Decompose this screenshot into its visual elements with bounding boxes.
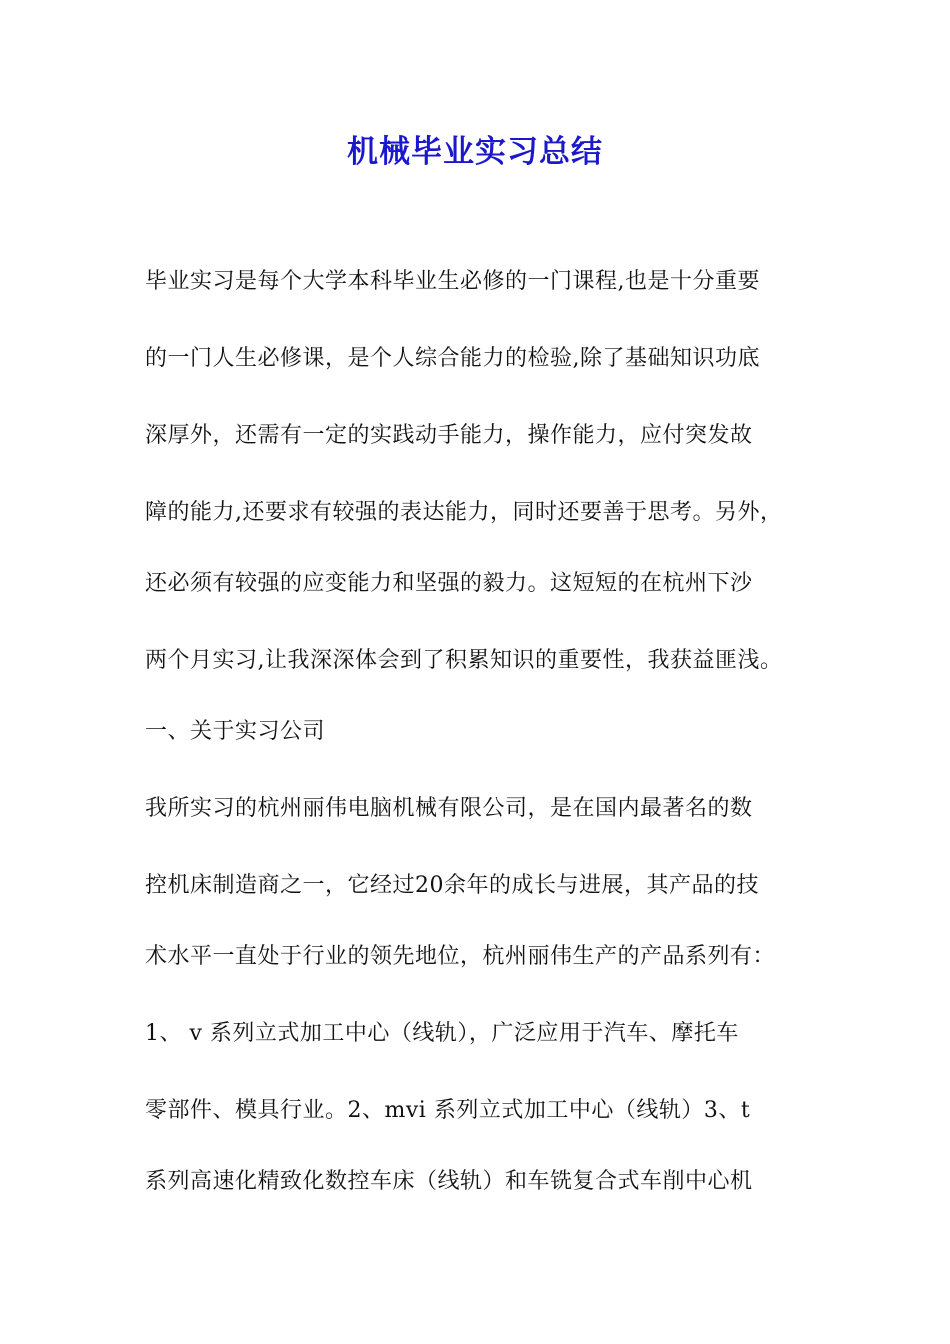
section-heading: 一、关于实习公司 <box>145 719 326 744</box>
paragraph-line: 我所实习的杭州丽伟电脑机械有限公司，是在国内最著名的数 <box>145 796 753 821</box>
paragraph-line: 控机床制造商之一，它经过20余年的成长与进展，其产品的技 <box>145 873 759 898</box>
paragraph-line: 1、 v 系列立式加工中心（线轨），广泛应用于汽车、摩托车 <box>145 1021 739 1046</box>
paragraph-line: 的一门人生必修课，是个人综合能力的检验,除了基础知识功底 <box>145 346 760 371</box>
paragraph-line: 深厚外，还需有一定的实践动手能力，操作能力，应付突发故 <box>145 423 753 448</box>
document-title: 机械毕业实习总结 <box>347 134 603 170</box>
paragraph-line: 两个月实习,让我深深体会到了积累知识的重要性，我获益匪浅。 <box>145 648 783 673</box>
paragraph-line: 障的能力,还要求有较强的表达能力，同时还要善于思考。另外， <box>145 500 783 525</box>
paragraph-line: 术水平一直处于行业的领先地位，杭州丽伟生产的产品系列有： <box>145 944 776 969</box>
paragraph-line: 零部件、模具行业。2、mvi 系列立式加工中心（线轨）3、t <box>145 1098 751 1123</box>
paragraph-line: 系列高速化精致化数控车床（线轨）和车铣复合式车削中心机 <box>145 1169 753 1194</box>
paragraph-line: 还必须有较强的应变能力和坚强的毅力。这短短的在杭州下沙 <box>145 571 753 596</box>
paragraph-line: 毕业实习是每个大学本科毕业生必修的一门课程,也是十分重要 <box>145 269 760 294</box>
